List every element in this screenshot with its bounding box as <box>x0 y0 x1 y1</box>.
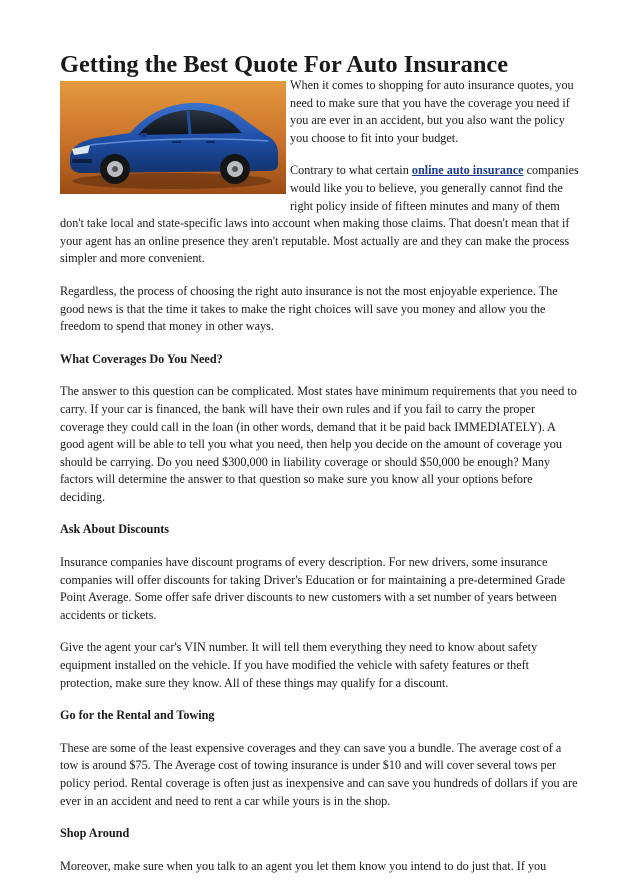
paragraph-shop-around: Moreover, make sure when you talk to an agent you let them know you intend to do just that. If you <box>60 858 547 873</box>
paragraph-discounts-2: Give the agent your car's VIN number. It will tell them everything they need to know about safety equipment installed on the vehicle. If you have modified the vehicle with safety features or theft protection, make sure they know. All of these things may qualify for a discount. <box>60 640 538 690</box>
heading-discounts: Ask About Discounts <box>60 522 170 537</box>
paragraph-coverages: The answer to this question can be complicated. Most states have minimum requirements that you need to carry. If your car is financed, the bank will have their own rules and if you fail to carry the proper coverage they could call in the loan (in other words, demand that it be paid back IMMEDIATELY). A good agent will be able to tell you what you need, then help you decide on the amount of coverage you should be carrying. Do you need $300,000 in liability coverage or should $50,000 be enough? Many factors will determine the answer to that question so make sure you know all your options before deciding. <box>60 384 577 504</box>
heading-shop-around: Shop Around <box>60 826 130 841</box>
document-title: Getting the Best Quote For Auto Insurance <box>60 51 509 78</box>
paragraph-regardless: Regardless, the process of choosing the right auto insurance is not the most enjoyable experience. The good news is that the time it takes to make the right choices will save you money and allow you the freedom to spend that money in other ways. <box>60 283 558 334</box>
intro-text-after-link: companies would like you to believe, you generally cannot find the right policy inside of fifteen minutes and many of them don't take local and state-specific laws into account when making those claims. That doesn't mean that if your agent has an online presence they aren't reputable. Most actually are and they can make the process simpler and more convenient. <box>60 163 579 266</box>
paragraph-rental-towing: These are some of the least expensive coverages and they can save you a bundle. The average cost of a tow is around $75. The Average cost of towing insurance is under $10 and will cover several tows per policy period. Rental coverage is often just as inexpensive and can save you hundreds of dollars if you are ever in an accident and need to rent a car while yours is in the shop. <box>60 740 578 808</box>
car-photo <box>60 81 286 194</box>
car-illustration <box>60 81 286 194</box>
intro-text-before-link: Contrary to what certain <box>290 163 412 178</box>
online-auto-insurance-link[interactable]: online auto insurance <box>411 163 524 178</box>
paragraph-discounts-1: Insurance companies have discount programs of every description. For new drivers, some insurance companies will offer discounts for taking Driver's Education or for maintaining a pre-determined Grade Point Average. Some offer safe driver discounts to new customers with a set number of years between accidents or tickets. <box>60 555 566 622</box>
article-body <box>60 77 580 890</box>
heading-coverages: What Coverages Do You Need? <box>60 351 223 366</box>
heading-rental-towing: Go for the Rental and Towing <box>60 708 215 723</box>
intro-paragraph-1: When it comes to shopping for auto insurance quotes, you need to make sure that you have the coverage you need if you are ever in an accident, but you also want the policy you choose to fit into your budget. <box>290 78 574 145</box>
